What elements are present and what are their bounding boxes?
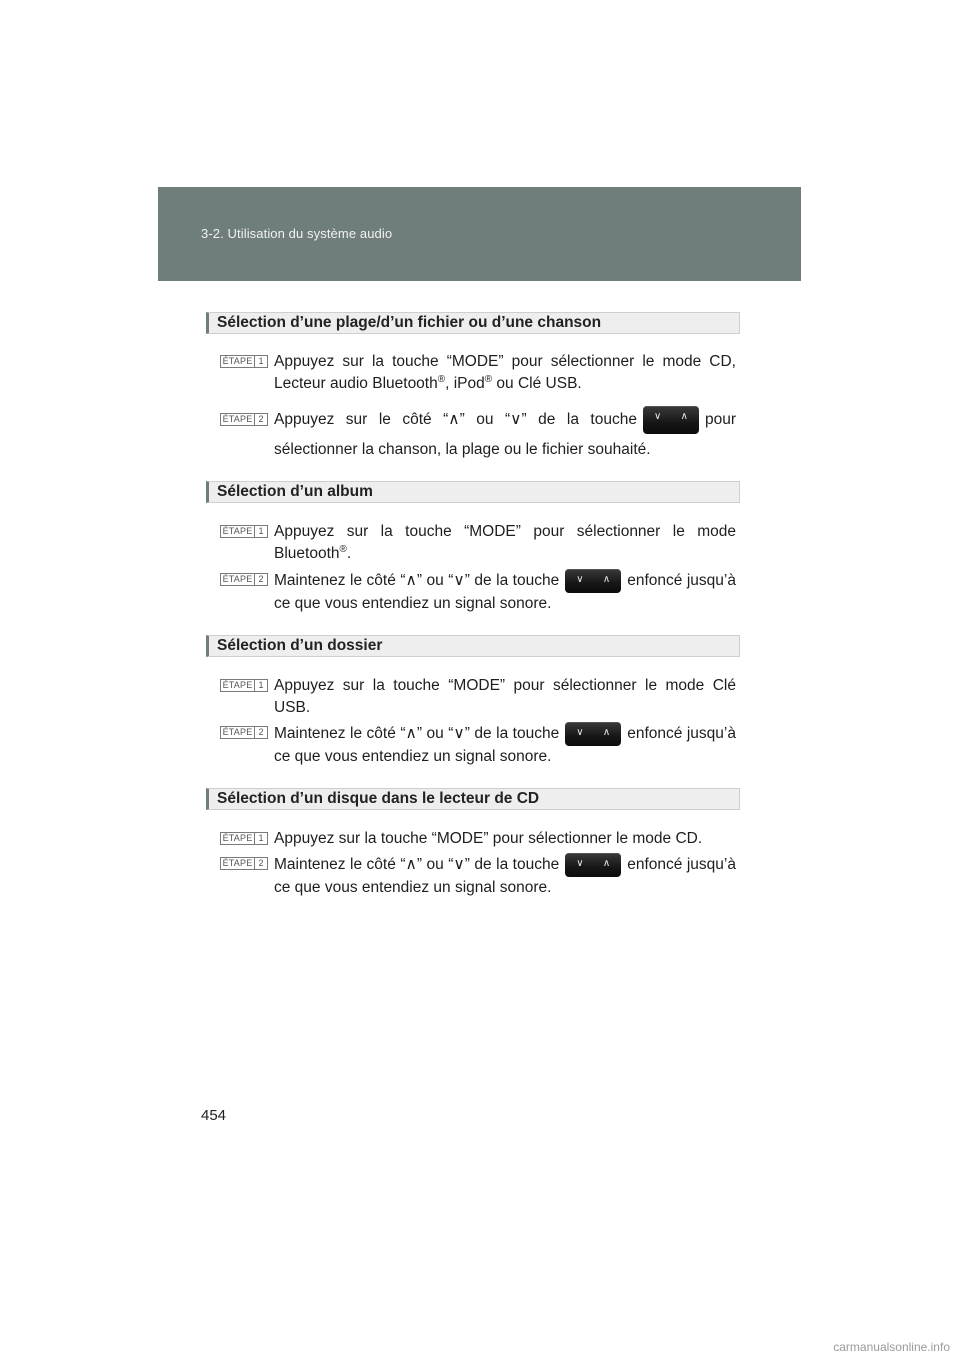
- step-badge: ÉTAPE 1: [220, 679, 268, 692]
- seek-button-image: ∨ ∧: [643, 406, 699, 434]
- step-badge: ÉTAPE 2: [220, 573, 268, 586]
- page-number: 454: [201, 1107, 227, 1124]
- section-title: Sélection d’un disque dans le lecteur de CD: [217, 790, 540, 807]
- step-badge: ÉTAPE 2: [220, 857, 268, 870]
- section-title: Sélection d’un dossier: [217, 637, 383, 654]
- chapter-title: 3-2. Utilisation du système audio: [201, 226, 393, 241]
- step-text: Maintenez le côté “∧” ou “∨” de la touche ∨ ∧ enfoncé jusqu’à ce que vous entendiez un signal sonore.: [274, 722, 736, 768]
- section-header: [206, 788, 740, 810]
- step-text: Appuyez sur la touche “MODE” pour sélectionner le mode Clé USB.: [274, 677, 736, 716]
- seek-button-image: ∨ ∧: [565, 722, 621, 746]
- step-text: Appuyez sur la touche “MODE” pour sélectionner le mode CD, Lecteur audio Bluetooth®, iPod® ou Clé USB.: [274, 353, 736, 392]
- section-title: Sélection d’un album: [217, 483, 373, 500]
- step-text: Maintenez le côté “∧” ou “∨” de la touche ∨ ∧ enfoncé jusqu’à ce que vous entendiez un signal sonore.: [274, 569, 736, 615]
- section-header: [206, 481, 740, 503]
- section-header: [206, 312, 740, 334]
- step-text: Appuyez sur la touche “MODE” pour sélectionner le mode CD.: [274, 830, 703, 847]
- step-badge: ÉTAPE 2: [220, 726, 268, 739]
- section-title: Sélection d’une plage/d’un fichier ou d’une chanson: [217, 314, 602, 331]
- seek-button-image: ∨ ∧: [565, 569, 621, 593]
- step-badge: ÉTAPE 1: [220, 832, 268, 845]
- step-text: Maintenez le côté “∧” ou “∨” de la touche ∨ ∧ enfoncé jusqu’à ce que vous entendiez un signal sonore.: [274, 853, 736, 899]
- watermark: carmanualsonline.info: [833, 1340, 950, 1354]
- step-badge: ÉTAPE 1: [220, 355, 268, 368]
- step-badge: ÉTAPE 2: [220, 413, 268, 426]
- step-text: Appuyez sur la touche “MODE” pour sélectionner le mode Bluetooth®.: [274, 523, 736, 562]
- step-badge: ÉTAPE 1: [220, 525, 268, 538]
- step-text: Appuyez sur le côté “∧” ou “∨” de la touche ∨ ∧ pour sélectionner la chanson, la plage ou le fichier souhaité.: [274, 405, 736, 465]
- seek-button-image: ∨ ∧: [565, 853, 621, 877]
- section-header: [206, 635, 740, 657]
